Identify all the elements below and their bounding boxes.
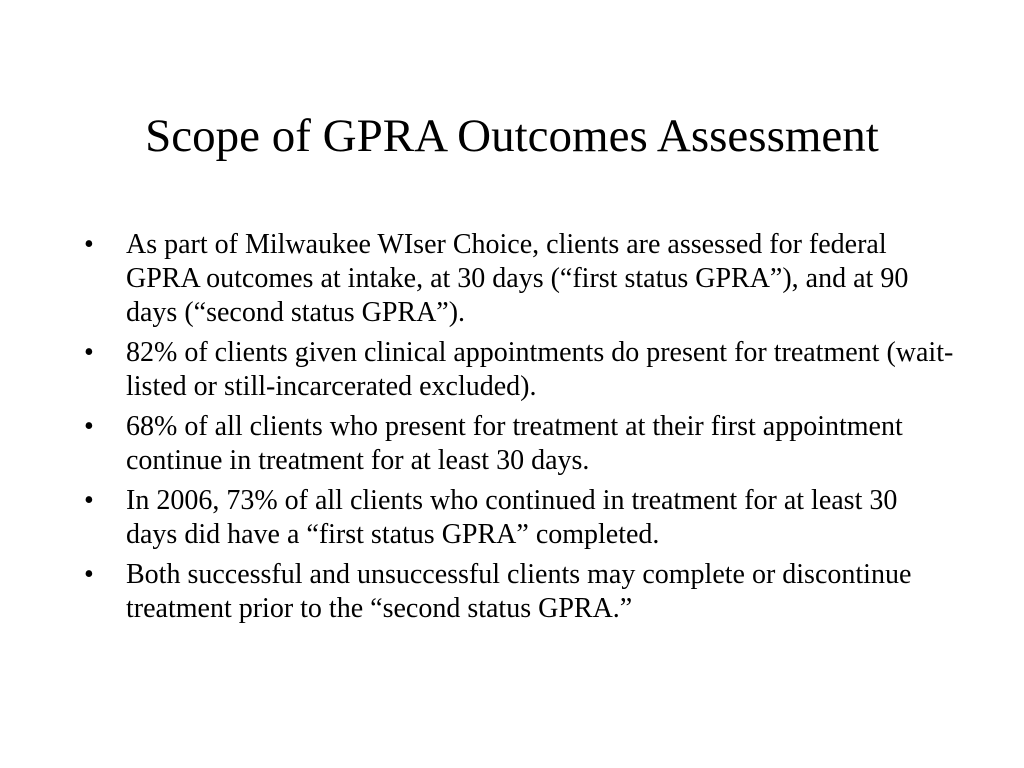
bullet-dot: • — [84, 411, 94, 442]
bullet-dot: • — [84, 559, 94, 590]
bullet-item — [84, 228, 954, 330]
bullet-dot: • — [84, 337, 94, 368]
slide-title: Scope of GPRA Outcomes Assessment — [145, 110, 879, 162]
bullet-item — [84, 336, 954, 404]
bullet-text: 68% of all clients who present for treatment at their first appointment continue in treatment for at least 30 days. — [126, 411, 903, 476]
bullet-item — [84, 410, 954, 478]
bullet-text: In 2006, 73% of all clients who continued in treatment for at least 30 days did have a “first status GPRA” completed. — [126, 485, 898, 550]
bullet-text: As part of Milwaukee WIser Choice, clients are assessed for federal GPRA outcomes at intake, at 30 days (“first status GPRA”), and at 90 days (“second status GPRA”). — [126, 229, 909, 328]
bullet-text: Both successful and unsuccessful clients may complete or discontinue treatment prior to the “second status GPRA.” — [126, 559, 912, 624]
bullet-list — [84, 228, 954, 632]
bullet-text: 82% of clients given clinical appointments do present for treatment (wait-listed or still-incarcerated excluded). — [126, 337, 954, 402]
bullet-dot: • — [84, 485, 94, 516]
bullet-dot: • — [84, 229, 94, 260]
bullet-item — [84, 558, 954, 626]
bullet-item — [84, 484, 954, 552]
